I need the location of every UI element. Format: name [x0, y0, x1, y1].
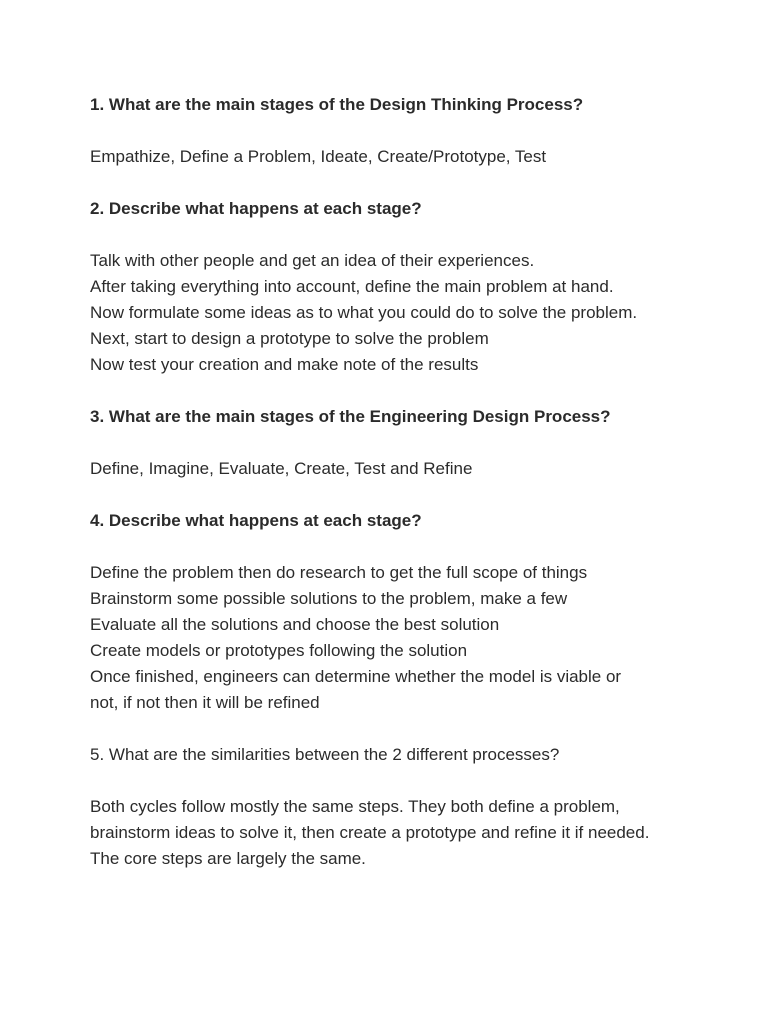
- answer-5: [90, 794, 710, 872]
- spacer: [90, 534, 710, 560]
- question-2-heading: 2. Describe what happens at each stage?: [90, 199, 422, 218]
- answer-2-line-1: Talk with other people and get an idea of their experiences.: [90, 251, 535, 270]
- answer-4-line-2: Brainstorm some possible solutions to the problem, make a few: [90, 589, 568, 608]
- spacer: [90, 768, 710, 794]
- document-page: [90, 92, 710, 872]
- answer-2-line-4: Next, start to design a prototype to solve the problem: [90, 329, 489, 348]
- answer-4-line-6: not, if not then it will be refined: [90, 693, 320, 712]
- answer-4: [90, 560, 710, 716]
- spacer: [90, 170, 710, 196]
- spacer: [90, 482, 710, 508]
- question-1-heading: 1. What are the main stages of the Design Thinking Process?: [90, 95, 584, 114]
- spacer: [90, 716, 710, 742]
- question-4-heading: 4. Describe what happens at each stage?: [90, 511, 422, 530]
- answer-1: [90, 144, 710, 170]
- answer-2-line-2: After taking everything into account, define the main problem at hand.: [90, 277, 614, 296]
- answer-4-line-3: Evaluate all the solutions and choose the best solution: [90, 615, 500, 634]
- answer-1-line-1: Empathize, Define a Problem, Ideate, Create/Prototype, Test: [90, 147, 547, 166]
- answer-2: [90, 248, 710, 378]
- answer-4-line-1: Define the problem then do research to get the full scope of things: [90, 563, 588, 582]
- answer-2-line-5: Now test your creation and make note of the results: [90, 355, 479, 374]
- answer-3-line-1: Define, Imagine, Evaluate, Create, Test and Refine: [90, 459, 473, 478]
- answer-5-line-1: Both cycles follow mostly the same steps. They both define a problem,: [90, 797, 620, 816]
- answer-2-line-3: Now formulate some ideas as to what you could do to solve the problem.: [90, 303, 638, 322]
- answer-5-line-2: brainstorm ideas to solve it, then create a prototype and refine it if needed.: [90, 823, 650, 842]
- spacer: [90, 430, 710, 456]
- spacer: [90, 118, 710, 144]
- answer-4-line-4: Create models or prototypes following the solution: [90, 641, 468, 660]
- question-5-heading: 5. What are the similarities between the 2 different processes?: [90, 745, 560, 764]
- spacer: [90, 378, 710, 404]
- answer-3: [90, 456, 710, 482]
- question-3-heading: 3. What are the main stages of the Engineering Design Process?: [90, 407, 611, 426]
- spacer: [90, 222, 710, 248]
- answer-5-line-3: The core steps are largely the same.: [90, 849, 366, 868]
- answer-4-line-5: Once finished, engineers can determine whether the model is viable or: [90, 667, 622, 686]
